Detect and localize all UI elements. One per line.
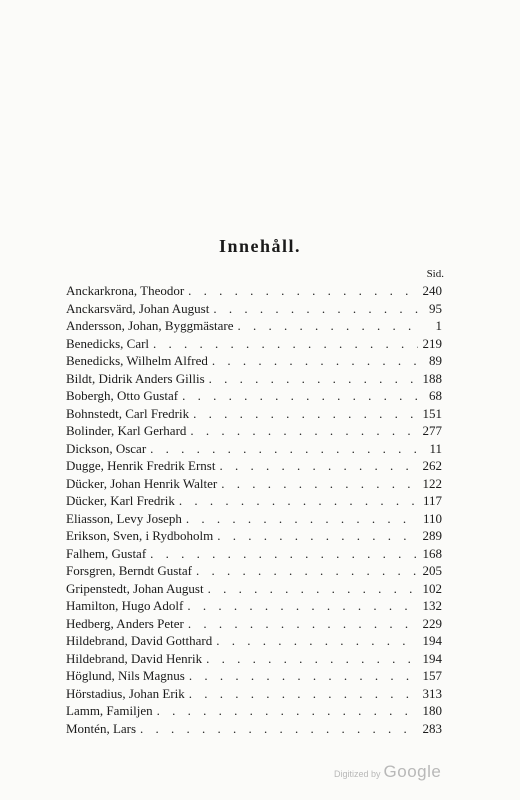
entry-page: 262: [422, 458, 442, 473]
toc-entry: [66, 527, 442, 545]
toc-entry: [66, 282, 442, 300]
entry-page: 277: [422, 423, 442, 438]
dot-leader: [188, 282, 418, 300]
entry-page: 89: [429, 353, 442, 368]
entry-name: Hamilton, Hugo Adolf: [66, 598, 184, 613]
toc-entry: [66, 720, 442, 738]
entry-page: 151: [422, 405, 442, 421]
toc-entry: [66, 562, 442, 580]
entry-name: Erikson, Sven, i Rydboholm: [66, 528, 214, 543]
entry-name: Benedicks, Carl: [66, 335, 150, 351]
entry-page: 194: [422, 650, 442, 666]
toc-entry: [66, 317, 442, 335]
table-of-contents: [66, 282, 442, 737]
entry-name: Falhem, Gustaf: [66, 545, 147, 561]
entry-name: Höglund, Nils Magnus: [66, 668, 185, 683]
page-column-header: Sid.: [426, 268, 444, 280]
toc-entry: [66, 667, 442, 685]
dot-leader: [219, 457, 418, 475]
dot-leader: [186, 510, 418, 528]
dot-leader: [212, 352, 418, 370]
dot-leader: [206, 650, 418, 668]
dot-leader: [217, 527, 418, 545]
toc-entry: [66, 440, 442, 458]
entry-page: 313: [422, 685, 442, 701]
entry-name: Montén, Lars: [66, 720, 137, 736]
entry-page: 180: [422, 703, 442, 718]
entry-name: Dugge, Henrik Fredrik Ernst: [66, 458, 216, 473]
entry-name: Bildt, Didrik Anders Gillis: [66, 370, 205, 386]
entry-name: Benedicks, Wilhelm Alfred: [66, 353, 208, 368]
toc-entry: [66, 387, 442, 405]
dot-leader: [150, 545, 418, 563]
toc-entry: [66, 352, 442, 370]
entry-name: Bohnstedt, Carl Fredrik: [66, 405, 190, 421]
toc-entry: [66, 650, 442, 668]
toc-entry: [66, 422, 442, 440]
toc-entry: [66, 370, 442, 388]
entry-name: Dücker, Karl Fredrik: [66, 493, 175, 508]
toc-entry: [66, 335, 442, 353]
entry-page: 188: [422, 370, 442, 386]
entry-page: 283: [422, 720, 442, 736]
entry-page: 11: [429, 440, 442, 456]
entry-name: Andersson, Johan, Byggmästare: [66, 318, 234, 333]
toc-entry: [66, 702, 442, 720]
dot-leader: [150, 440, 418, 458]
entry-name: Gripenstedt, Johan August: [66, 580, 204, 596]
entry-page: 168: [422, 545, 442, 561]
entry-name: Anckarsvärd, Johan August: [66, 300, 210, 316]
toc-entry: [66, 475, 442, 493]
toc-entry: [66, 492, 442, 510]
watermark-prefix: Digitized by: [334, 769, 381, 779]
entry-page: 289: [422, 528, 442, 543]
entry-page: 1: [435, 318, 442, 333]
dot-leader: [140, 720, 418, 738]
page-title: Innehåll.: [218, 236, 302, 256]
entry-page: 157: [422, 668, 442, 683]
dot-leader: [208, 580, 418, 598]
google-logo: Google: [383, 762, 442, 781]
entry-page: 229: [422, 615, 442, 631]
toc-entry: [66, 615, 442, 633]
toc-entry: [66, 510, 442, 528]
entry-page: 68: [429, 388, 442, 403]
dot-leader: [196, 562, 418, 580]
digitized-watermark: [334, 762, 441, 782]
toc-entry: [66, 300, 442, 318]
dot-leader: [182, 387, 418, 405]
toc-entry: [66, 457, 442, 475]
entry-name: Anckarkrona, Theodor: [66, 283, 185, 298]
entry-name: Dickson, Oscar: [66, 440, 147, 456]
toc-entry: [66, 545, 442, 563]
dot-leader: [188, 615, 418, 633]
dot-leader: [187, 597, 418, 615]
entry-page: 102: [422, 580, 442, 596]
dot-leader: [189, 667, 418, 685]
entry-page: 95: [429, 300, 442, 316]
entry-name: Bobergh, Otto Gustaf: [66, 388, 179, 403]
dot-leader: [190, 422, 418, 440]
entry-name: Hildebrand, David Gotthard: [66, 633, 213, 648]
entry-name: Forsgren, Berndt Gustaf: [66, 563, 193, 578]
dot-leader: [213, 300, 418, 318]
entry-page: 240: [422, 283, 442, 298]
dot-leader: [221, 475, 418, 493]
toc-entry: [66, 632, 442, 650]
dot-leader: [238, 317, 418, 335]
toc-entry: [66, 685, 442, 703]
entry-page: 219: [422, 335, 442, 351]
entry-name: Dücker, Johan Henrik Walter: [66, 475, 218, 491]
entry-page: 194: [422, 633, 442, 648]
entry-name: Hörstadius, Johan Erik: [66, 685, 185, 701]
toc-entry: [66, 597, 442, 615]
entry-name: Bolinder, Karl Gerhard: [66, 423, 187, 438]
entry-page: 117: [422, 493, 442, 508]
dot-leader: [193, 405, 418, 423]
dot-leader: [189, 685, 418, 703]
entry-page: 205: [422, 563, 442, 578]
entry-page: 110: [422, 510, 442, 526]
dot-leader: [179, 492, 418, 510]
toc-entry: [66, 405, 442, 423]
entry-name: Eliasson, Levy Joseph: [66, 510, 182, 526]
entry-name: Hildebrand, David Henrik: [66, 650, 203, 666]
entry-name: Lamm, Familjen: [66, 703, 153, 718]
dot-leader: [153, 335, 418, 353]
toc-entry: [66, 580, 442, 598]
dot-leader: [209, 370, 418, 388]
entry-name: Hedberg, Anders Peter: [66, 615, 184, 631]
dot-leader: [157, 702, 418, 720]
entry-page: 122: [422, 475, 442, 491]
entry-page: 132: [422, 598, 442, 613]
dot-leader: [216, 632, 418, 650]
